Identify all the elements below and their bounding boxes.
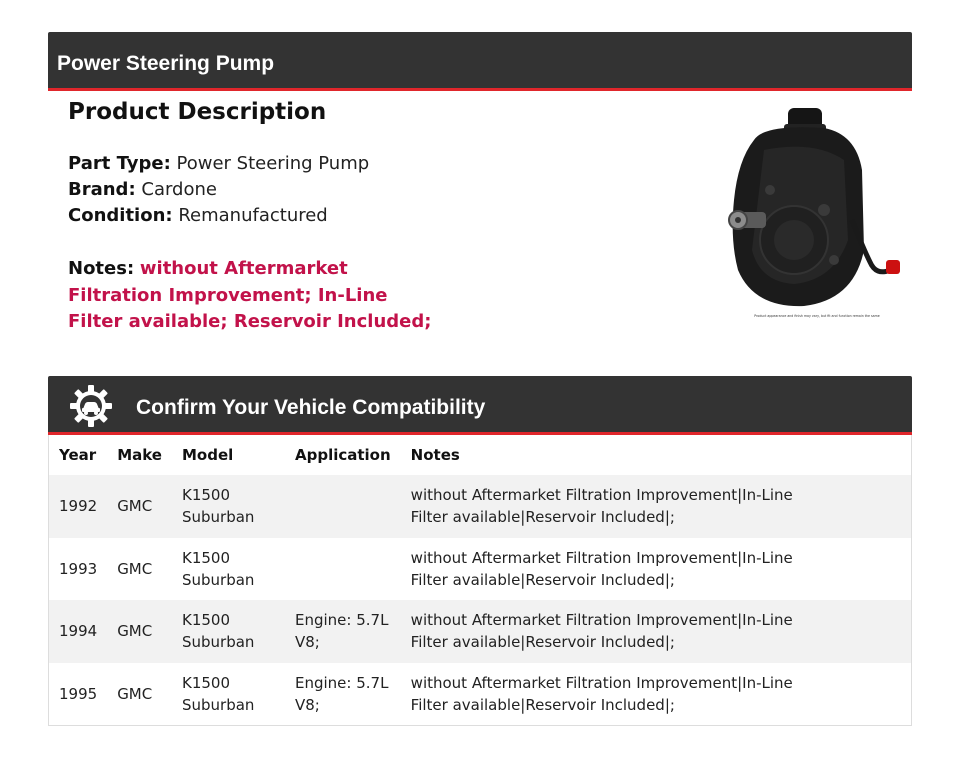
cell-make: GMC [107, 538, 172, 601]
spec-value: Remanufactured [178, 205, 328, 226]
cell-model: K1500 Suburban [172, 475, 285, 538]
page-title: Power Steering Pump [57, 52, 275, 75]
cell-application [285, 475, 401, 538]
table-row [49, 600, 911, 663]
compatibility-bar [48, 376, 912, 435]
product-notes [68, 256, 448, 336]
image-caption: Product appearance and finish may vary, but fit and function remain the same [754, 314, 880, 318]
cell-make: GMC [107, 600, 172, 663]
compatibility-table [48, 435, 912, 726]
product-image [724, 100, 910, 322]
cell-model: K1500 Suburban [172, 663, 285, 726]
spec-label: Condition: [68, 205, 173, 226]
cell-year: 1994 [49, 600, 107, 663]
spec-value: Cardone [141, 179, 217, 200]
product-title-bar [48, 32, 912, 91]
spec-list [68, 151, 688, 229]
cell-notes: without Aftermarket Filtration Improvement|In-Line Filter available|Reservoir Included|; [401, 475, 911, 538]
product-description [68, 96, 688, 336]
column-header-notes: Notes [410, 446, 460, 464]
cell-application: Engine: 5.7L V8; [285, 663, 401, 726]
table-row [49, 475, 911, 538]
table-header-row [49, 435, 911, 475]
spec-label: Part Type: [68, 153, 171, 174]
table-row [49, 663, 911, 726]
cell-notes: without Aftermarket Filtration Improvement|In-Line Filter available|Reservoir Included|; [401, 600, 911, 663]
cell-year: 1995 [49, 663, 107, 726]
cell-model: K1500 Suburban [172, 600, 285, 663]
column-header-make: Make [117, 446, 162, 464]
spec-part-type [68, 151, 688, 177]
cell-notes: without Aftermarket Filtration Improvement|In-Line Filter available|Reservoir Included|; [401, 663, 911, 726]
cell-make: GMC [107, 475, 172, 538]
spec-condition [68, 203, 688, 229]
compatibility-title: Confirm Your Vehicle Compatibility [136, 396, 486, 419]
notes-label: Notes: [68, 258, 135, 279]
cell-model: K1500 Suburban [172, 538, 285, 601]
column-header-model: Model [181, 446, 234, 464]
description-heading: Product Description [68, 99, 327, 125]
cell-notes: without Aftermarket Filtration Improvement|In-Line Filter available|Reservoir Included|; [401, 538, 911, 601]
cell-application: Engine: 5.7L V8; [285, 600, 401, 663]
vehicle-table [49, 435, 911, 725]
spec-value: Power Steering Pump [176, 153, 370, 174]
cell-make: GMC [107, 663, 172, 726]
cell-application [285, 538, 401, 601]
column-header-year: Year [59, 446, 97, 464]
notes-value: without Aftermarket Filtration Improvement; In-Line Filter available; Reservoir Included; [68, 258, 432, 332]
column-header-application: Application [294, 446, 391, 464]
cell-year: 1992 [49, 475, 107, 538]
table-row [49, 538, 911, 601]
spec-label: Brand: [68, 179, 136, 200]
cell-year: 1993 [49, 538, 107, 601]
spec-brand [68, 177, 688, 203]
gear-car-icon [68, 383, 114, 429]
